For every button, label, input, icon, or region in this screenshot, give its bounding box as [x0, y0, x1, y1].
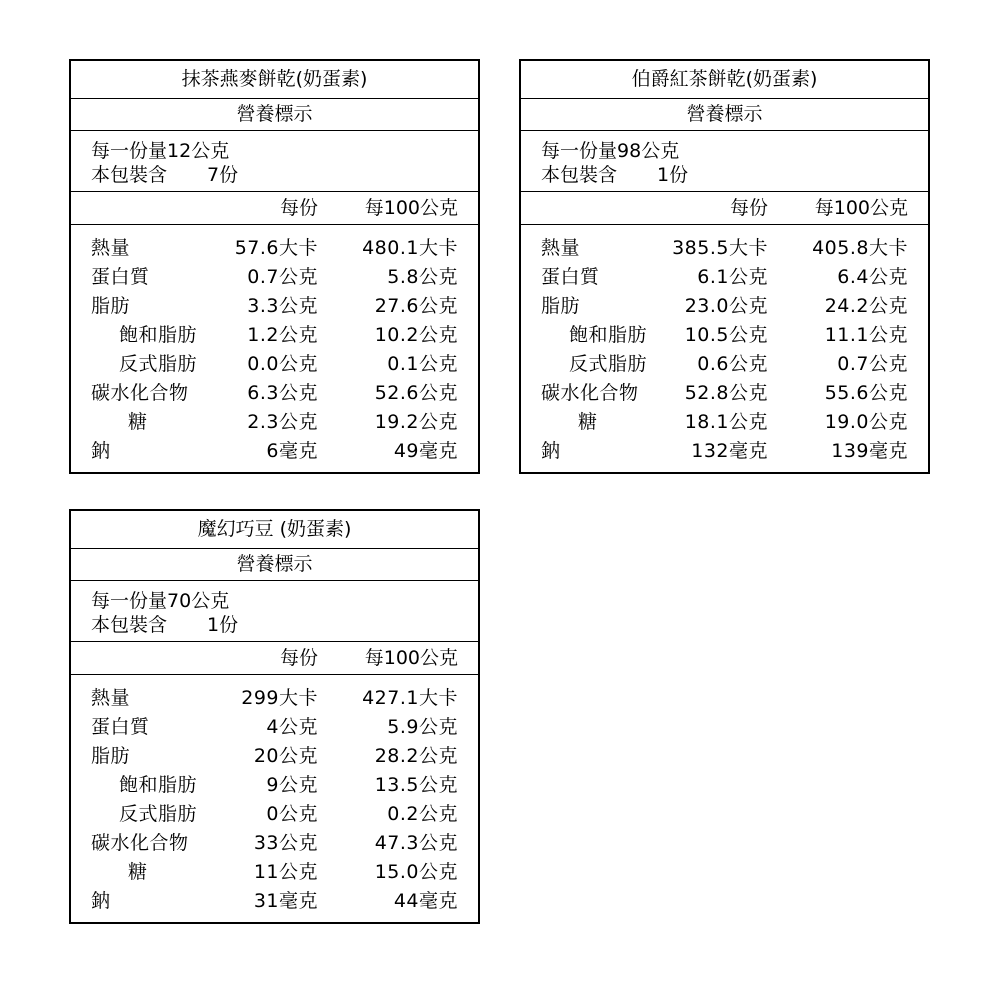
per-100g-value: 24.2公克: [824, 295, 908, 317]
nutrient-name: 碳水化合物: [91, 832, 189, 854]
nutrient-name: 鈉: [91, 440, 111, 462]
nutrient-name: 蛋白質: [541, 266, 600, 288]
per-100g-value: 47.3公克: [374, 832, 458, 854]
per-100g-value: 13.5公克: [374, 774, 458, 796]
serving-size-label: 每一份量: [541, 140, 618, 162]
nutrient-name: 脂肪: [541, 295, 581, 317]
nutrient-row-energy: [521, 234, 928, 263]
package-count-value: 1份: [657, 164, 689, 186]
product-title: 抹茶燕麥餅乾(奶蛋素): [71, 61, 478, 99]
col-per-serving: 每份: [729, 197, 768, 219]
serving-size-label: 每一份量: [91, 140, 168, 162]
nutrient-row-fat: [71, 292, 478, 321]
nutrient-row-sugar: [521, 408, 928, 437]
per-100g-value: 10.2公克: [374, 324, 458, 346]
nutrient-name: 反式脂肪: [119, 803, 198, 825]
per-serving-value: 0公克: [266, 803, 318, 825]
nutrient-name: 蛋白質: [91, 716, 150, 738]
per-serving-value: 4公克: [266, 716, 318, 738]
nutrient-row-saturated-fat: [71, 321, 478, 350]
package-count-label: 本包裝含: [91, 164, 168, 186]
nutrient-name: 飽和脂肪: [119, 774, 198, 796]
nutrition-label-earl-grey-cookie: [519, 59, 930, 474]
per-100g-value: 19.2公克: [374, 411, 458, 433]
per-serving-value: 9公克: [266, 774, 318, 796]
nutrient-row-fat: [521, 292, 928, 321]
nutrient-row-saturated-fat: [521, 321, 928, 350]
per-serving-value: 6.1公克: [697, 266, 768, 288]
per-serving-value: 132毫克: [691, 440, 768, 462]
nutrient-row-sugar: [71, 408, 478, 437]
nutrition-label-magic-chocolate-bean: [69, 509, 480, 924]
package-count-value: 7份: [207, 164, 239, 186]
nutrient-name: 糖: [128, 861, 148, 883]
nutrient-row-trans-fat: [71, 800, 478, 829]
per-100g-value: 0.1公克: [387, 353, 458, 375]
per-serving-value: 0.6公克: [697, 353, 768, 375]
nutrient-name: 反式脂肪: [569, 353, 648, 375]
nutrient-rows: [71, 675, 478, 922]
nutrient-rows: [521, 225, 928, 472]
per-serving-value: 6毫克: [266, 440, 318, 462]
per-100g-value: 480.1大卡: [362, 237, 458, 259]
nutrient-name: 糖: [128, 411, 148, 433]
col-per-100g: 每100公克: [364, 647, 458, 669]
per-serving-value: 1.2公克: [247, 324, 318, 346]
per-100g-value: 49毫克: [393, 440, 458, 462]
per-100g-value: 52.6公克: [374, 382, 458, 404]
nutrient-row-saturated-fat: [71, 771, 478, 800]
nutrient-row-sodium: [71, 437, 478, 466]
per-100g-value: 427.1大卡: [362, 687, 458, 709]
product-title: 伯爵紅茶餅乾(奶蛋素): [521, 61, 928, 99]
nutrition-label-matcha-oat-cookie: [69, 59, 480, 474]
per-serving-value: 31毫克: [253, 890, 318, 912]
per-serving-value: 385.5大卡: [672, 237, 768, 259]
per-serving-value: 57.6大卡: [234, 237, 318, 259]
column-header: [71, 192, 478, 225]
per-100g-value: 55.6公克: [824, 382, 908, 404]
per-serving-value: 18.1公克: [684, 411, 768, 433]
per-100g-value: 11.1公克: [824, 324, 908, 346]
per-serving-value: 0.0公克: [247, 353, 318, 375]
nutrition-facts-heading: 營養標示: [71, 99, 478, 131]
nutrient-row-trans-fat: [521, 350, 928, 379]
nutrient-row-sodium: [71, 887, 478, 916]
package-count-label: 本包裝含: [91, 614, 168, 636]
nutrient-name: 飽和脂肪: [569, 324, 648, 346]
per-serving-value: 6.3公克: [247, 382, 318, 404]
nutrient-name: 碳水化合物: [541, 382, 639, 404]
per-serving-value: 20公克: [253, 745, 318, 767]
per-serving-value: 2.3公克: [247, 411, 318, 433]
serving-size-value: 98公克: [617, 140, 680, 162]
nutrient-name: 鈉: [91, 890, 111, 912]
nutrient-name: 碳水化合物: [91, 382, 189, 404]
per-100g-value: 139毫克: [831, 440, 908, 462]
nutrient-row-energy: [71, 684, 478, 713]
nutrient-row-protein: [71, 263, 478, 292]
nutrient-row-carbohydrate: [71, 379, 478, 408]
nutrient-row-protein: [521, 263, 928, 292]
per-serving-value: 0.7公克: [247, 266, 318, 288]
nutrient-name: 脂肪: [91, 295, 131, 317]
nutrient-row-trans-fat: [71, 350, 478, 379]
per-100g-value: 5.8公克: [387, 266, 458, 288]
per-serving-value: 11公克: [253, 861, 318, 883]
nutrient-row-carbohydrate: [521, 379, 928, 408]
nutrient-name: 反式脂肪: [119, 353, 198, 375]
nutrient-name: 蛋白質: [91, 266, 150, 288]
col-per-serving: 每份: [279, 647, 318, 669]
product-title: 魔幻巧豆 (奶蛋素): [71, 511, 478, 549]
nutrient-name: 糖: [578, 411, 598, 433]
per-serving-value: 33公克: [253, 832, 318, 854]
per-serving-value: 10.5公克: [684, 324, 768, 346]
per-100g-value: 44毫克: [393, 890, 458, 912]
per-serving-value: 299大卡: [241, 687, 318, 709]
col-per-serving: 每份: [279, 197, 318, 219]
per-100g-value: 27.6公克: [374, 295, 458, 317]
serving-size-value: 12公克: [167, 140, 230, 162]
column-header: [521, 192, 928, 225]
package-count-label: 本包裝含: [541, 164, 618, 186]
col-per-100g: 每100公克: [814, 197, 908, 219]
nutrient-row-energy: [71, 234, 478, 263]
per-serving-value: 23.0公克: [684, 295, 768, 317]
serving-info: [521, 131, 928, 192]
per-100g-value: 0.2公克: [387, 803, 458, 825]
nutrient-row-protein: [71, 713, 478, 742]
per-100g-value: 5.9公克: [387, 716, 458, 738]
per-serving-value: 52.8公克: [684, 382, 768, 404]
per-100g-value: 405.8大卡: [812, 237, 908, 259]
nutrient-name: 鈉: [541, 440, 561, 462]
column-header: [71, 642, 478, 675]
serving-size-value: 70公克: [167, 590, 230, 612]
nutrient-row-fat: [71, 742, 478, 771]
nutrient-row-carbohydrate: [71, 829, 478, 858]
nutrient-row-sodium: [521, 437, 928, 466]
nutrient-rows: [71, 225, 478, 472]
per-100g-value: 15.0公克: [374, 861, 458, 883]
col-per-100g: 每100公克: [364, 197, 458, 219]
nutrient-row-sugar: [71, 858, 478, 887]
package-count-value: 1份: [207, 614, 239, 636]
per-100g-value: 28.2公克: [374, 745, 458, 767]
serving-info: [71, 581, 478, 642]
per-100g-value: 19.0公克: [824, 411, 908, 433]
nutrient-name: 熱量: [91, 237, 131, 259]
serving-size-label: 每一份量: [91, 590, 168, 612]
nutrient-name: 熱量: [91, 687, 131, 709]
nutrient-name: 脂肪: [91, 745, 131, 767]
serving-info: [71, 131, 478, 192]
per-100g-value: 0.7公克: [837, 353, 908, 375]
nutrition-facts-heading: 營養標示: [521, 99, 928, 131]
per-serving-value: 3.3公克: [247, 295, 318, 317]
nutrition-facts-heading: 營養標示: [71, 549, 478, 581]
per-100g-value: 6.4公克: [837, 266, 908, 288]
nutrient-name: 熱量: [541, 237, 581, 259]
nutrient-name: 飽和脂肪: [119, 324, 198, 346]
